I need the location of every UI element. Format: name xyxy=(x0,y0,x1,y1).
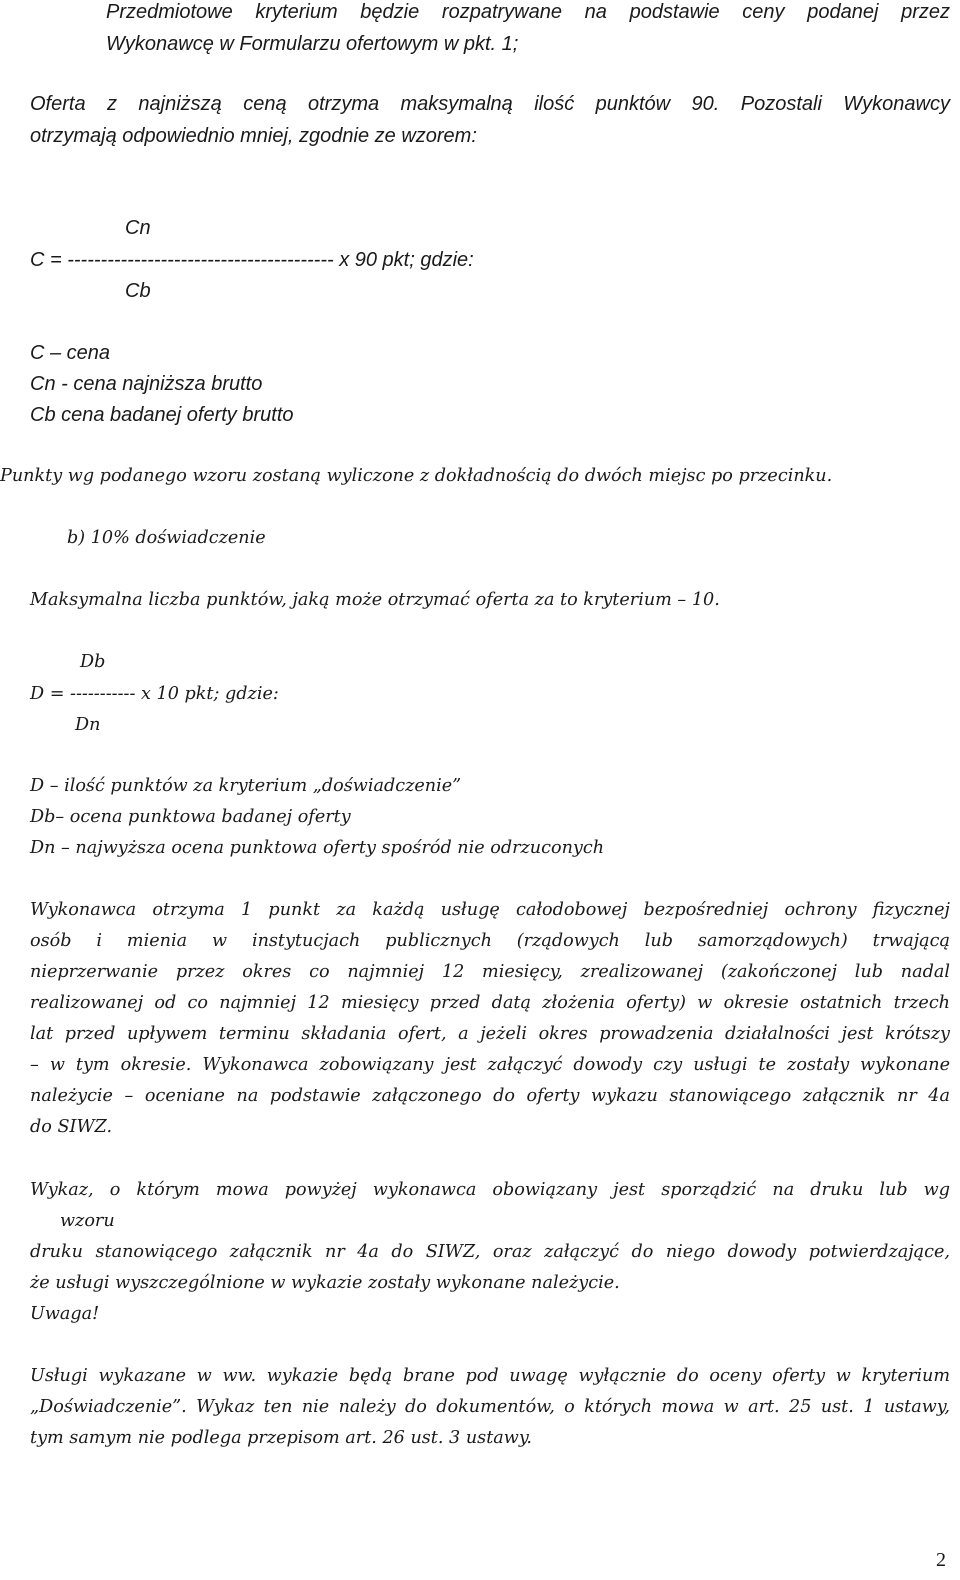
list-paragraph-line: wzoru xyxy=(60,1211,115,1231)
experience-formula: D = ----------- x 10 pkt; gdzie: xyxy=(30,684,279,704)
contractor-paragraph-line: – w tym okresie. Wykonawca zobowiązany jest załączyć dowody czy usługi te zostały wykonane xyxy=(30,1055,950,1075)
criterion-line-4: otrzymają odpowiednio mniej, zgodnie ze wzorem: xyxy=(30,125,477,147)
services-paragraph-line: Usługi wykazane w ww. wykazie będą brane pod uwagę wyłącznie do oceny oferty w kryterium xyxy=(30,1366,950,1386)
experience-legend-item: Dn – najwyższa ocena punktowa oferty spośród nie odrzuconych xyxy=(30,838,605,858)
rounding-note: Punkty wg podanego wzoru zostaną wyliczone z dokładnością do dwóch miejsc po przecinku. xyxy=(0,466,833,486)
price-formula: C = ---------------------------------------- x 90 pkt; gdzie: xyxy=(30,249,474,271)
criterion-line-2: Wykonawcę w Formularzu ofertowym w pkt. 1; xyxy=(106,33,519,55)
list-paragraph-line: Wykaz, o którym mowa powyżej wykonawca obowiązany jest sporządzić na druku lub wg xyxy=(30,1180,950,1200)
experience-formula-numerator: Db xyxy=(80,652,106,672)
price-formula-numerator: Cn xyxy=(125,217,151,239)
price-legend-item: Cn - cena najniższa brutto xyxy=(30,373,263,395)
list-paragraph-line: że usługi wyszczególnione w wykazie zostały wykonane należycie. xyxy=(30,1273,620,1293)
contractor-paragraph-line: do SIWZ. xyxy=(30,1117,113,1137)
contractor-paragraph-line: należycie – oceniane na podstawie załączonego do oferty wykazu stanowiącego załącznik nr 4a xyxy=(30,1086,950,1106)
experience-formula-denominator: Dn xyxy=(75,715,101,735)
contractor-paragraph-line: realizowanej od co najmniej 12 miesięcy przed datą złożenia oferty) w okresie ostatnich trzech xyxy=(30,993,950,1013)
section-b-max-points: Maksymalna liczba punktów, jaką może otrzymać oferta za to kryterium – 10. xyxy=(30,590,720,610)
experience-legend-item: D – ilość punktów za kryterium „doświadczenie” xyxy=(30,776,462,796)
section-b-heading: b) 10% doświadczenie xyxy=(67,528,266,548)
services-paragraph-line: „Doświadczenie”. Wykaz ten nie należy do dokumentów, o których mowa w art. 25 ust. 1 ustawy, xyxy=(30,1397,950,1417)
price-legend-item: Cb cena badanej oferty brutto xyxy=(30,404,294,426)
price-legend-item: C – cena xyxy=(30,342,111,364)
contractor-paragraph-line: osób i mienia w instytucjach publicznych (rządowych lub samorządowych) trwającą xyxy=(30,931,950,951)
experience-legend-item: Db– ocena punktowa badanej oferty xyxy=(30,807,351,827)
list-paragraph-line: druku stanowiącego załącznik nr 4a do SIWZ, oraz załączyć do niego dowody potwierdzające, xyxy=(30,1242,950,1262)
page-number: 2 xyxy=(936,1549,946,1571)
warning-label: Uwaga! xyxy=(30,1304,100,1324)
contractor-paragraph-line: nieprzerwanie przez okres co najmniej 12 miesięcy, zrealizowanej (zakończonej lub nadal xyxy=(30,962,950,982)
criterion-line-3: Oferta z najniższą ceną otrzyma maksymalną ilość punktów 90. Pozostali Wykonawcy xyxy=(30,93,950,115)
services-paragraph-line: tym samym nie podlega przepisom art. 26 ust. 3 ustawy. xyxy=(30,1428,533,1448)
contractor-paragraph-line: Wykonawca otrzyma 1 punkt za każdą usługę całodobowej bezpośredniej ochrony fizycznej xyxy=(30,900,950,920)
price-formula-denominator: Cb xyxy=(125,280,151,302)
criterion-line-1: Przedmiotowe kryterium będzie rozpatrywane na podstawie ceny podanej przez xyxy=(106,1,950,23)
contractor-paragraph-line: lat przed upływem terminu składania ofert, a jeżeli okres prowadzenia działalności jest krótszy xyxy=(30,1024,950,1044)
